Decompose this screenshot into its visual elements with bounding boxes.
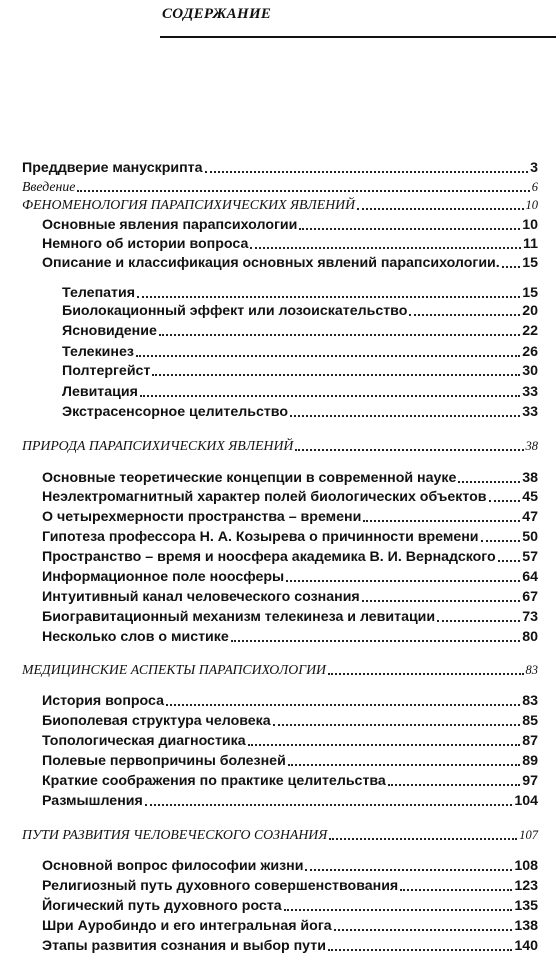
toc-entry-25	[42, 711, 538, 731]
toc-leader-dots	[334, 929, 513, 931]
toc-entry-22	[42, 627, 538, 647]
toc-page-number: 10	[522, 217, 538, 233]
toc-leader-dots	[159, 334, 520, 336]
toc-leader-dots	[136, 355, 520, 357]
toc-entry-4	[42, 234, 538, 254]
toc-entry-5	[42, 253, 538, 273]
toc-section-13	[22, 436, 538, 456]
toc-entry-title: Топологическая диагностика	[42, 733, 246, 749]
toc-leader-dots	[328, 673, 523, 675]
toc-entry-title: Введение	[22, 179, 76, 194]
toc-entry-9	[62, 342, 538, 362]
toc-entry-title: Телекинез	[62, 344, 134, 360]
toc-entry-31	[42, 856, 538, 876]
toc-entry-title: Интуитивный канал человеческого сознания	[42, 589, 360, 605]
toc-entry-8	[62, 321, 538, 341]
toc-page-number: 83	[525, 663, 538, 677]
toc-leader-dots	[357, 208, 523, 210]
toc-entry-29	[42, 791, 538, 811]
toc-leader-dots	[502, 266, 521, 268]
toc-leader-dots	[481, 540, 521, 542]
toc-entry-34	[42, 916, 538, 936]
toc-entry-title: Биополевая структура человека	[42, 713, 271, 729]
toc-entry-title: О четырехмерности пространства – времени	[42, 509, 362, 525]
toc-entry-title: Пространство – время и ноосфера академика В. И. Вернадского	[42, 549, 496, 565]
toc-entry-title: История вопроса	[42, 693, 164, 709]
toc-page-number: 97	[522, 773, 538, 789]
toc-entry-title: Телепатия	[62, 285, 135, 301]
toc-entry-10	[62, 361, 538, 381]
toc-page-number: 38	[525, 439, 538, 453]
toc-entry-18	[42, 547, 538, 567]
toc-entry-17	[42, 527, 538, 547]
toc-leader-dots	[363, 520, 520, 522]
toc-entry-title: Биолокационный эффект или лозоискательство	[62, 303, 408, 319]
toc-page-number: 64	[522, 569, 538, 585]
toc-page-number: 57	[522, 549, 538, 565]
toc-page-number: 47	[522, 509, 538, 525]
toc-page-number: 30	[522, 363, 538, 379]
toc-page-number: 15	[522, 285, 538, 301]
toc-leader-dots	[290, 415, 520, 417]
toc-leader-dots	[205, 171, 529, 173]
toc-entry-20	[42, 587, 538, 607]
toc-section-1	[22, 177, 538, 197]
toc-page-number: 38	[522, 470, 538, 486]
toc-entry-title: Экстрасенсорное целительство	[62, 404, 289, 420]
toc-page-number: 89	[522, 753, 538, 769]
toc-leader-dots	[498, 560, 521, 562]
toc-entry-title: Информационное поле ноосферы	[42, 569, 285, 585]
toc-entry-19	[42, 567, 538, 587]
toc-page-number: 33	[522, 384, 538, 400]
toc-entry-title: Левитация	[62, 384, 138, 400]
toc-page-number: 140	[514, 938, 538, 954]
toc-entry-title: Преддверие манускрипта	[22, 160, 203, 176]
toc-entry-title: Несколько слов о мистике	[42, 629, 229, 645]
toc-entry-12	[62, 402, 538, 422]
toc-entry-title: Размышления	[42, 793, 143, 809]
toc-entry-6	[62, 283, 538, 303]
toc-page-number: 26	[522, 344, 538, 360]
toc-entry-title: Описание и классификация основных явлений парапсихологии.	[42, 255, 500, 271]
toc-section-23	[22, 660, 538, 680]
toc-leader-dots	[409, 314, 520, 316]
toc-entry-3	[42, 215, 538, 235]
header-rule	[160, 36, 556, 38]
toc-leader-dots	[248, 744, 521, 746]
toc-section-30	[22, 825, 538, 845]
toc-page-number: 10	[525, 198, 538, 212]
toc-leader-dots	[250, 247, 521, 249]
toc-entry-title: Биогравитационный механизм телекинеза и левитации	[42, 609, 436, 625]
toc-page-number: 15	[522, 255, 538, 271]
toc-entry-35	[42, 936, 538, 956]
toc-leader-dots	[145, 804, 513, 806]
toc-page-number: 73	[522, 609, 538, 625]
toc-entry-16	[42, 507, 538, 527]
toc-entry-27	[42, 751, 538, 771]
toc-page-number: 135	[514, 898, 538, 914]
toc-entry-32	[42, 876, 538, 896]
toc-leader-dots	[77, 190, 529, 192]
toc-entry-26	[42, 731, 538, 751]
toc-leader-dots	[286, 580, 520, 582]
toc-page-number: 108	[514, 858, 538, 874]
toc-entry-24	[42, 691, 538, 711]
toc-page-number: 107	[519, 828, 538, 842]
toc-leader-dots	[166, 704, 520, 706]
toc-entry-title: Неэлектромагнитный характер полей биологических объектов	[42, 489, 487, 505]
toc-page-number: 138	[514, 918, 538, 934]
toc-page-number: 20	[522, 303, 538, 319]
toc-leader-dots	[288, 764, 520, 766]
toc-entry-7	[62, 301, 538, 321]
toc-page-number: 11	[523, 236, 538, 252]
toc-entry-title: Полевые первопричины болезней	[42, 753, 286, 769]
toc-leader-dots	[295, 449, 523, 451]
toc-entry-title: Немного об истории вопроса	[42, 236, 249, 252]
toc-entry-title: Краткие соображения по практике целительства	[42, 773, 386, 789]
toc-leader-dots	[362, 600, 521, 602]
toc-page-number: 6	[531, 180, 538, 194]
toc-page-number: 50	[522, 529, 538, 545]
toc-entry-title: Основные теоретические концепции в современной науке	[42, 470, 457, 486]
toc-entry-title: МЕДИЦИНСКИЕ АСПЕКТЫ ПАРАПСИХОЛОГИИ	[22, 662, 327, 677]
toc-page-number: 22	[522, 323, 538, 339]
toc-section-2	[22, 195, 538, 215]
toc-entry-title: Ясновидение	[62, 323, 157, 339]
toc-leader-dots	[140, 395, 520, 397]
toc-entry-title: Шри Ауробиндо и его интегральная йога	[42, 918, 332, 934]
toc-leader-dots	[437, 620, 520, 622]
toc-entry-33	[42, 896, 538, 916]
toc-entry-11	[62, 382, 538, 402]
toc-entry-0	[22, 158, 538, 178]
toc-entry-21	[42, 607, 538, 627]
toc-page-number: 87	[522, 733, 538, 749]
toc-entry-title: ФЕНОМЕНОЛОГИЯ ПАРАПСИХИЧЕСКИХ ЯВЛЕНИЙ	[22, 197, 356, 212]
toc-leader-dots	[284, 909, 513, 911]
toc-page-number: 33	[522, 404, 538, 420]
toc-leader-dots	[489, 500, 521, 502]
toc-leader-dots	[400, 889, 512, 891]
toc-leader-dots	[152, 374, 520, 376]
toc-page-number: 67	[522, 589, 538, 605]
toc-leader-dots	[299, 228, 520, 230]
page-title: СОДЕРЖАНИЕ	[162, 6, 272, 22]
toc-entry-title: ПУТИ РАЗВИТИЯ ЧЕЛОВЕЧЕСКОГО СОЗНАНИЯ	[22, 827, 328, 842]
toc-leader-dots	[329, 838, 517, 840]
toc-leader-dots	[328, 949, 512, 951]
toc-leader-dots	[458, 481, 520, 483]
toc-page-number: 104	[514, 793, 538, 809]
toc-page-number: 85	[522, 713, 538, 729]
toc-entry-title: Гипотеза профессора Н. А. Козырева о причинности времени	[42, 529, 479, 545]
toc-entry-15	[42, 487, 538, 507]
toc-page-number: 80	[522, 629, 538, 645]
toc-entry-title: Полтергейст	[62, 363, 151, 379]
toc-entry-title: Религиозный путь духовного совершенствования	[42, 878, 399, 894]
toc-page-number: 45	[522, 489, 538, 505]
toc-entry-title: Этапы развития сознания и выбор пути	[42, 938, 326, 954]
toc-page-number: 123	[514, 878, 538, 894]
toc-entry-title: Основные явления парапсихологии	[42, 217, 298, 233]
toc-page-number: 3	[530, 160, 538, 176]
toc-entry-title: ПРИРОДА ПАРАПСИХИЧЕСКИХ ЯВЛЕНИЙ	[22, 438, 294, 453]
toc-entry-14	[42, 468, 538, 488]
toc-leader-dots	[231, 640, 520, 642]
toc-leader-dots	[305, 869, 512, 871]
toc-leader-dots	[388, 784, 520, 786]
toc-leader-dots	[273, 724, 521, 726]
toc-page-number: 83	[522, 693, 538, 709]
toc-entry-28	[42, 771, 538, 791]
toc-entry-title: Йогический путь духовного роста	[42, 898, 282, 914]
toc-entry-title: Основной вопрос философии жизни	[42, 858, 304, 874]
toc-leader-dots	[137, 296, 520, 298]
